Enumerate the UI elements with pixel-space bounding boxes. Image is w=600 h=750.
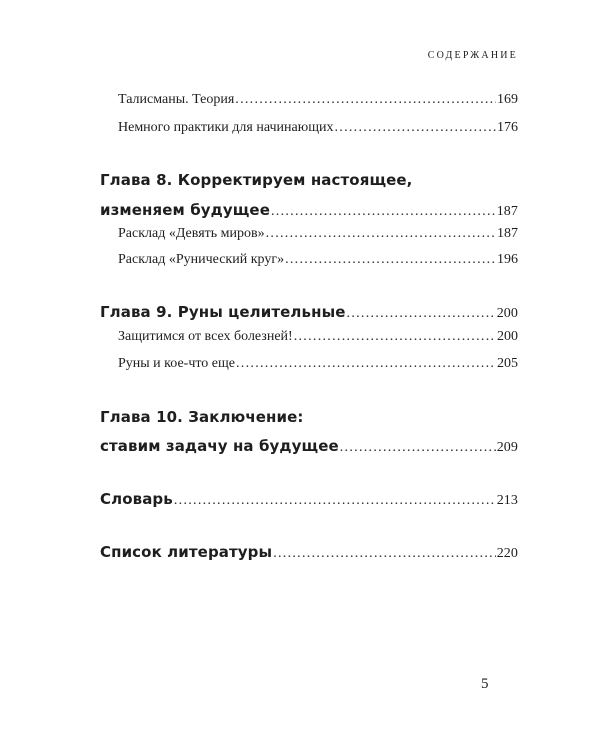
- dot-leader: [266, 226, 496, 242]
- toc-entry-runes-more[interactable]: [118, 356, 518, 372]
- toc-entry-title: Защитимся от всех болезней!: [118, 329, 293, 344]
- toc-entry-title: Талисманы. Теория: [118, 92, 235, 107]
- toc-entry-title: Немного практики для начинающих: [118, 120, 334, 135]
- toc-entry-page: 196: [497, 252, 518, 267]
- toc-entry-title: Словарь: [100, 490, 173, 508]
- running-head: СОДЕРЖАНИЕ: [427, 50, 518, 61]
- dot-leader: [334, 120, 496, 136]
- toc-entry-page: 200: [497, 329, 518, 344]
- toc-entry-page: 187: [497, 226, 518, 241]
- toc-entry-page: 187: [496, 204, 518, 219]
- toc-entry-glossary[interactable]: [100, 490, 518, 509]
- dot-leader: [273, 546, 496, 562]
- toc-entry-chapter-10[interactable]: [100, 437, 518, 456]
- toc-entry-title: Расклад «Рунический круг»: [118, 252, 285, 267]
- toc-entry-title: Руны и кое-что еще: [118, 356, 235, 371]
- toc-entry-page: 205: [497, 356, 518, 371]
- toc-entry-talismans[interactable]: [118, 92, 518, 108]
- toc-entry-practice[interactable]: [118, 120, 518, 136]
- dot-leader: [285, 252, 496, 268]
- toc-entry-chapter-9[interactable]: [100, 303, 518, 322]
- dot-leader: [294, 329, 496, 345]
- page-number: 5: [481, 676, 489, 692]
- chapter-8-title-line1[interactable]: Глава 8. Корректируем настоящее,: [100, 171, 413, 189]
- toc-entry-title: ставим задачу на будущее: [100, 437, 339, 455]
- toc-entry-page: 220: [496, 546, 518, 561]
- toc-entry-runic-circle[interactable]: [118, 252, 518, 268]
- dot-leader: [347, 306, 496, 322]
- toc-entry-page: 213: [496, 493, 518, 508]
- toc-entry-page: 176: [497, 120, 518, 135]
- toc-entry-title: изменяем будущее: [100, 201, 270, 219]
- dot-leader: [271, 204, 496, 220]
- dot-leader: [235, 92, 496, 108]
- toc-entry-bibliography[interactable]: [100, 543, 518, 562]
- toc-entry-page: 209: [496, 440, 518, 455]
- toc-entry-title: Расклад «Девять миров»: [118, 226, 265, 241]
- chapter-10-title-line1[interactable]: Глава 10. Заключение:: [100, 408, 304, 426]
- toc-entry-chapter-8[interactable]: [100, 201, 518, 220]
- dot-leader: [174, 493, 496, 509]
- dot-leader: [236, 356, 496, 372]
- dot-leader: [340, 440, 496, 456]
- toc-entry-page: 169: [497, 92, 518, 107]
- toc-entry-nine-worlds[interactable]: [118, 226, 518, 242]
- toc-entry-title: Глава 9. Руны целительные: [100, 303, 346, 321]
- toc-entry-page: 200: [496, 306, 518, 321]
- toc-entry-diseases[interactable]: [118, 329, 518, 345]
- toc-entry-title: Список литературы: [100, 543, 273, 561]
